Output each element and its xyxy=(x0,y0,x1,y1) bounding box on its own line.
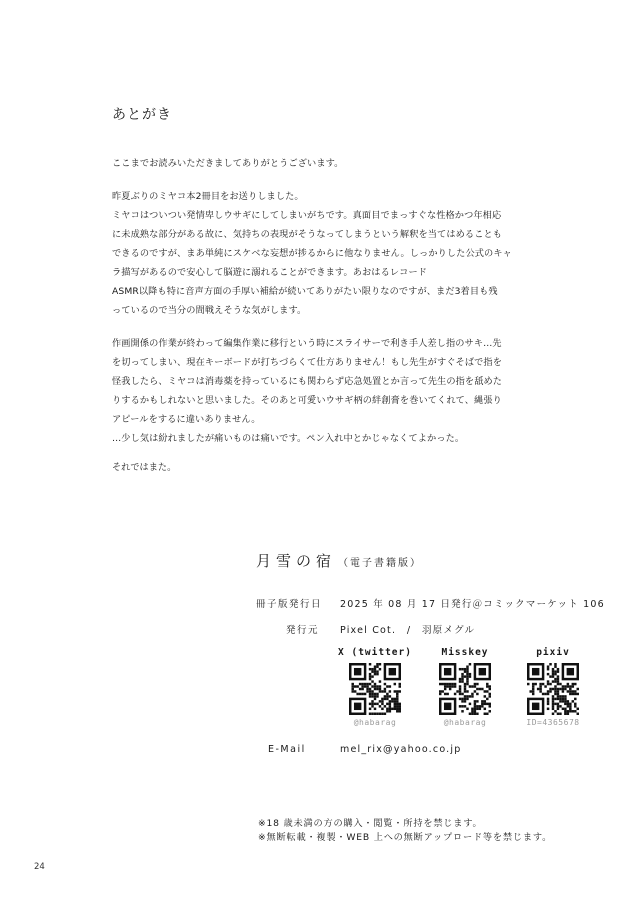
text-line: りするかもしれないと思いました。そのあと可愛いウサギ柄の絆創膏を巻いてくれて、縄張り xyxy=(112,395,502,406)
social-pixiv xyxy=(508,647,598,727)
text-line: ミヤコはついつい発情卑しウサギにしてしまいがちです。真面目でまっすぐな性格かつ年相応 xyxy=(112,210,502,221)
social-label: Misskey xyxy=(441,647,489,658)
social-handle: @habarag xyxy=(443,718,487,727)
social-handle: @habarag xyxy=(353,718,397,727)
page-number: 24 xyxy=(34,862,45,872)
notices xyxy=(258,817,552,845)
afterword-title: あとがき xyxy=(112,107,172,123)
social-x xyxy=(330,647,420,727)
social-handle: ID=4365678 xyxy=(526,718,580,727)
afterword-body xyxy=(112,154,552,462)
closing-line: それではまた。 xyxy=(112,462,177,473)
afterword-paragraph xyxy=(112,187,552,320)
social-misskey xyxy=(420,647,510,727)
text-line: 作画開係の作業が終わって編集作業に移行という時にスライサーで利き手人差し指のサキ…先 xyxy=(112,338,502,349)
book-title: 月雪の宿 xyxy=(256,552,337,570)
email-label: E-Mail xyxy=(268,744,306,755)
notice-line: ※無断転載・複製・WEB 上への無断アップロード等を禁じます。 xyxy=(258,832,553,843)
publish-date-value: 2025 年 08 月 17 日発行＠コミックマーケット 106 xyxy=(340,599,605,610)
text-line: できるのですが、まあ単純にスケベな妄想が捗るからに他なりません。しっかりした公式のキャ xyxy=(112,248,512,259)
afterword-paragraph xyxy=(112,334,552,448)
email-value[interactable]: mel_rix@yahoo.co.jp xyxy=(340,744,462,755)
social-label: X (twitter) xyxy=(338,647,412,658)
notice-line: ※18 歳未満の方の購入・閲覧・所持を禁じます。 xyxy=(258,818,483,829)
social-label: pixiv xyxy=(536,647,570,658)
qr-code-icon[interactable] xyxy=(439,663,491,715)
text-line: を切ってしまい、現在キーボードが打ちづらくて仕方ありません！もし先生がすぐそばで指を xyxy=(112,357,502,368)
qr-code-icon[interactable] xyxy=(527,663,579,715)
text-line: ラ描写があるので安心して脳遊に溺れることができます。あおはるレコード xyxy=(112,267,428,278)
text-line: ASMR以降も特に音声方面の手厚い補給が続いてありがたい限りなのですが、まだ3着目も残 xyxy=(112,286,498,297)
text-line: アピールをするに違いありません。 xyxy=(112,414,261,425)
qr-code-icon[interactable] xyxy=(349,663,401,715)
afterword-paragraph xyxy=(112,154,552,173)
text-line: 昨夏ぶりのミヤコ本2冊目をお送りしました。 xyxy=(112,191,304,202)
text-line: 怪我したら、ミヤコは消毒薬を持っているにも関わらず応急処置とか言って先生の指を舐めた xyxy=(112,376,503,387)
publisher-value: Pixel Cot. / 羽原メグル xyxy=(340,625,476,636)
publish-date-label: 冊子版発行日 xyxy=(256,599,323,610)
text-line: …少し気は紛れましたが痛いものは痛いです。ペン入れ中とかじゃなくてよかった。 xyxy=(112,433,465,444)
text-line: に未成熟な部分がある故に、気持ちの表現がそうなってしまうという解釈を当てはめることも xyxy=(112,229,503,240)
text-line: ここまでお読みいただきましてありがとうございます。 xyxy=(112,158,344,169)
publisher-label: 発行元 xyxy=(286,625,320,636)
edition-label: （電子書籍版） xyxy=(338,558,423,569)
text-line: っているので当分の間戦えそうな気がします。 xyxy=(112,305,307,316)
colophon-title xyxy=(256,550,422,571)
